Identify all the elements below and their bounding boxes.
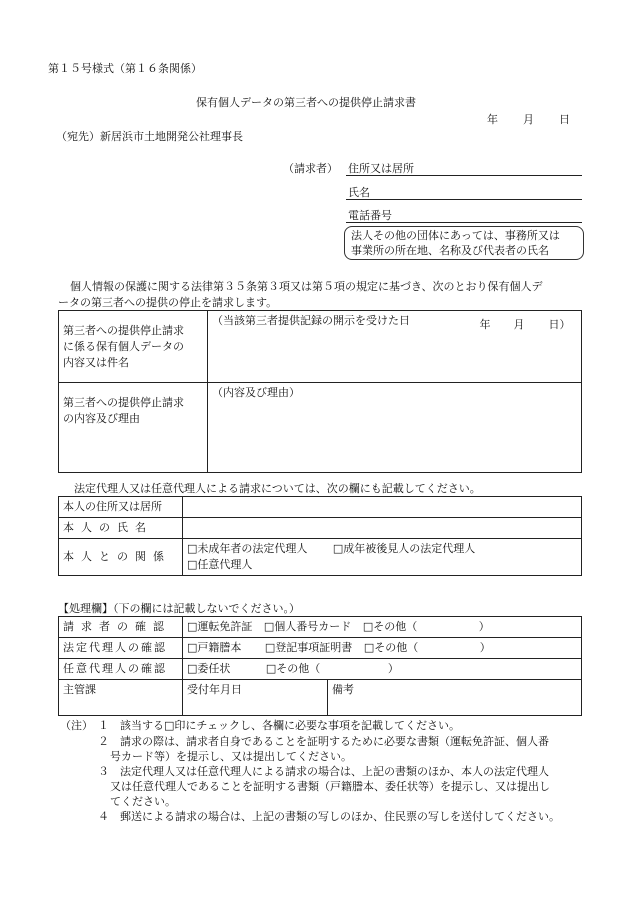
voluntary-agent-check-options: □委任状 □その他（ ） <box>183 659 582 680</box>
request-reason-field[interactable]: （内容及び理由） <box>208 383 582 473</box>
legal-agent-check-options: □戸籍謄本 □登記事項証明書 □その他（ ） <box>183 638 582 659</box>
disclosure-month: 月 <box>513 317 525 331</box>
corporate-note <box>344 226 584 260</box>
requester-check-label: 請求者の確認 <box>59 617 183 638</box>
checkbox-adult-guardian[interactable]: □成年被後見人の法定代理人 <box>332 542 476 555</box>
page-title: 保有個人データの第三者への提供停止請求書 <box>196 96 416 109</box>
processing-table <box>58 616 582 716</box>
checkbox-voluntary-agent[interactable]: □任意代理人 <box>187 558 253 571</box>
requester-check-options: □運転免許証 □個人番号カード □その他（ ） <box>183 617 582 638</box>
principal-address-field[interactable] <box>183 497 582 518</box>
department-cell: 主管課 <box>59 680 183 716</box>
date-year: 年 <box>487 113 498 126</box>
disclosure-year: 年 <box>479 317 491 331</box>
notes-prefix: （注） <box>60 719 93 732</box>
intro-line-1: 個人情報の保護に関する法律第３５条第３項又は第５項の規定に基づき、次のとおり保有個人デ <box>70 280 543 293</box>
agent-table <box>58 496 582 576</box>
processing-header: 【処理欄】（下の欄には記載しないでください。） <box>58 602 300 615</box>
address-underline <box>346 175 582 176</box>
principal-address-label: 本人の住所又は居所 <box>59 497 183 518</box>
checkbox-other-2[interactable]: □その他（ <box>363 641 419 654</box>
checkbox-minor-guardian[interactable]: □未成年者の法定代理人 <box>187 542 308 555</box>
checkbox-other-1[interactable]: □その他（ <box>362 620 418 633</box>
request-table <box>58 310 582 473</box>
principal-name-field[interactable] <box>183 518 582 539</box>
note-3-line-3: てください。 <box>110 795 176 808</box>
checkbox-family-register[interactable]: □戸籍謄本 <box>187 641 242 654</box>
target-data-field[interactable] <box>208 311 582 383</box>
target-data-label: 第三者への提供停止請求 に係る保有個人データの 内容又は件名 <box>59 311 208 383</box>
checkbox-other-3[interactable]: □その他（ <box>265 662 321 675</box>
date-day: 日 <box>559 113 570 126</box>
relationship-label: 本人との関係 <box>59 539 183 576</box>
relationship-options <box>183 539 582 576</box>
name-underline <box>346 199 582 200</box>
reception-date-cell: 受付年月日 <box>183 680 328 716</box>
note-2-line-1: ２ 請求の際は、請求者自身であることを証明するために必要な書類（運転免許証、個人番 <box>98 735 549 748</box>
request-reason-label: 第三者への提供停止請求 の内容及び理由 <box>59 383 208 473</box>
requester-label: （請求者） <box>283 162 338 175</box>
legal-agent-check-label: 法定代理人の確認 <box>59 638 183 659</box>
checkbox-registry-certificate[interactable]: □登記事項証明書 <box>264 641 353 654</box>
disclosure-day: 日） <box>548 317 571 331</box>
checkbox-power-of-attorney[interactable]: □委任状 <box>187 662 231 675</box>
intro-line-2: ータの第三者への提供の停止を請求します。 <box>58 296 278 309</box>
corporate-note-line-1: 法人その他の団体にあっては、事務所又は <box>351 229 560 242</box>
note-4: ４ 郵送による請求の場合は、上記の書類の写しのほか、住民票の写しを送付してください。 <box>98 810 560 823</box>
checkbox-my-number-card[interactable]: □個人番号カード <box>263 620 352 633</box>
checkbox-drivers-license[interactable]: □運転免許証 <box>187 620 253 633</box>
form-number: 第１５号様式（第１６条関係） <box>48 62 202 75</box>
note-3-line-2: 又は任意代理人であることを証明する書類（戸籍謄本、委任状等）を提示し、又は提出し <box>110 780 550 793</box>
note-3-line-1: ３ 法定代理人又は任意代理人による請求の場合は、上記の書類のほか、本人の法定代理人 <box>98 765 549 778</box>
addressee: （宛先）新居浜市土地開発公社理事長 <box>56 130 243 143</box>
corporate-note-line-2: 事業所の所在地、名称及び代表者の氏名 <box>351 244 549 257</box>
principal-name-label: 本人の氏名 <box>59 518 183 539</box>
requester-address-label[interactable]: 住所又は居所 <box>348 162 414 175</box>
date-month: 月 <box>523 113 534 126</box>
requester-phone-label[interactable]: 電話番号 <box>348 209 392 222</box>
remarks-cell: 備考 <box>328 680 582 716</box>
phone-underline <box>346 222 582 223</box>
agent-note: 法定代理人又は任意代理人による請求については、次の欄にも記載してください。 <box>74 482 481 495</box>
voluntary-agent-check-label: 任意代理人の確認 <box>59 659 183 680</box>
note-1: １ 該当する□印にチェックし、各欄に必要な事項を記載してください。 <box>98 719 461 732</box>
note-2-line-2: 号カード等）を提示し、又は提出してください。 <box>110 750 352 763</box>
disclosure-date-label: （当該第三者提供記録の開示を受けた日 <box>212 314 410 327</box>
requester-name-label[interactable]: 氏名 <box>348 186 370 199</box>
